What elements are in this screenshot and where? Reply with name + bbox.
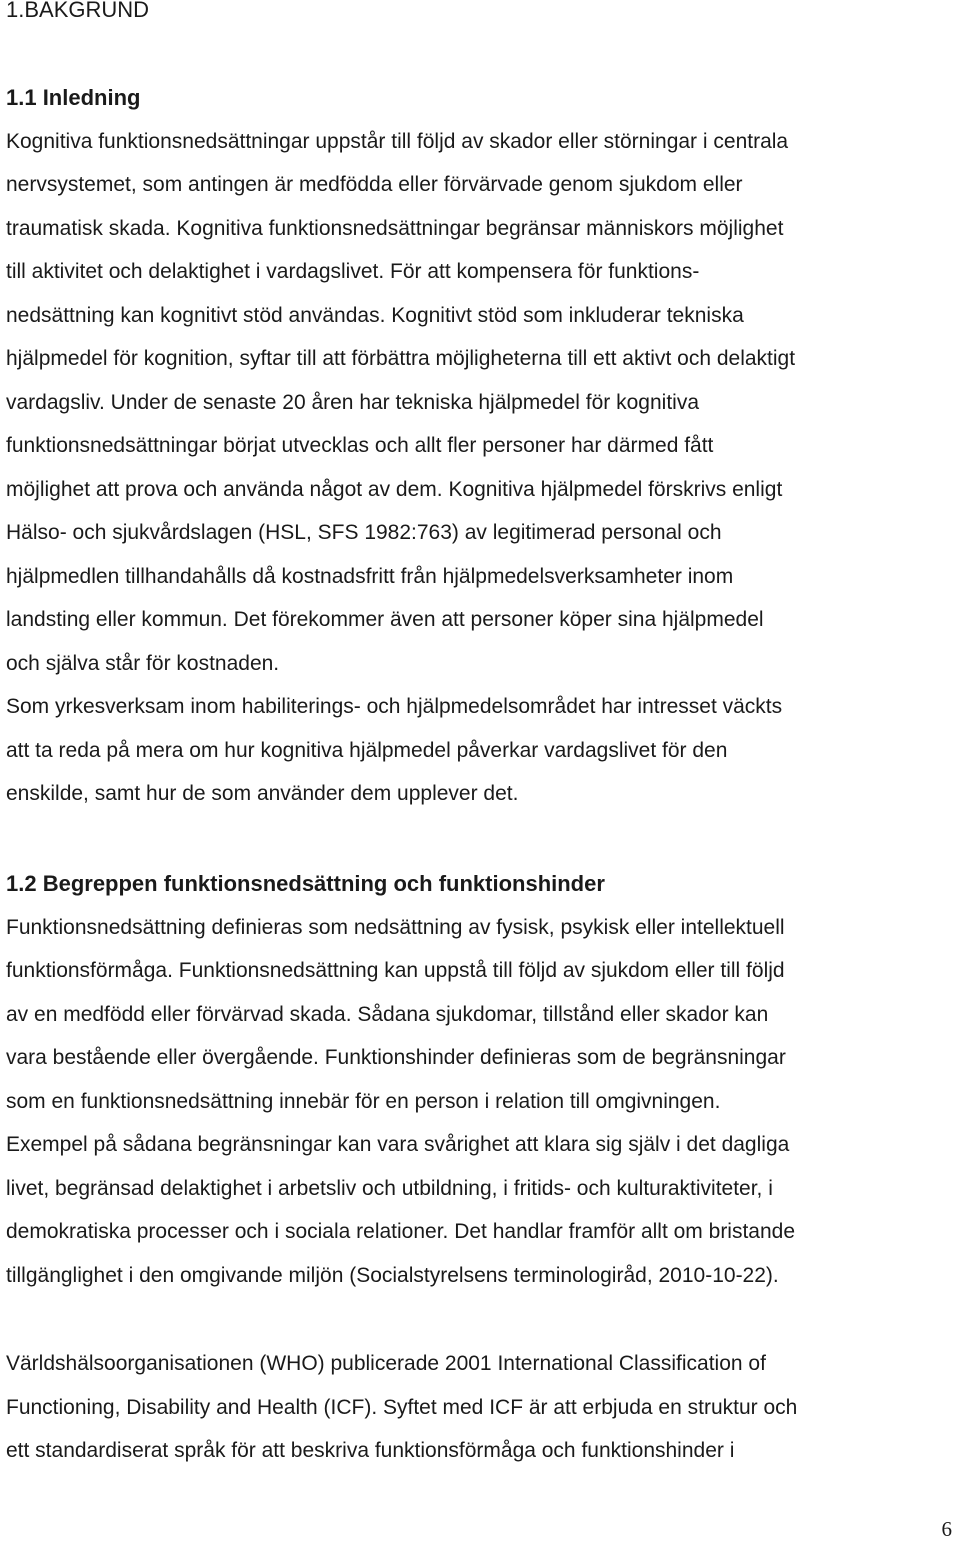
body-line: Kognitiva funktionsnedsättningar uppstår till följd av skador eller störningar i centrala <box>6 129 789 153</box>
body-line: hjälpmedel för kognition, syftar till att förbättra möjligheterna till ett aktivt och delaktigt <box>6 347 796 370</box>
body-line: som en funktionsnedsättning innebär för en person i relation till omgivningen. <box>6 1089 721 1113</box>
body-line: livet, begränsad delaktighet i arbetsliv och utbildning, i fritids- och kulturaktiviteter, i <box>6 1176 773 1200</box>
body-line: möjlighet att prova och använda något av dem. Kognitiva hjälpmedel förskrivs enligt <box>6 477 783 501</box>
section-inledning <box>6 76 956 816</box>
body-line: Funktionsnedsättning definieras som nedsättning av fysisk, psykisk eller intellektuell <box>6 915 785 939</box>
page-number: 6 <box>941 1517 952 1541</box>
body-line: att ta reda på mera om hur kognitiva hjälpmedel påverkar vardagslivet för den <box>6 738 728 762</box>
body-line: och själva står för kostnaden. <box>6 651 280 675</box>
section-begreppen <box>6 862 956 1297</box>
body-line: Hälso- och sjukvårdslagen (HSL, SFS 1982:763) av legitimerad personal och <box>6 521 722 544</box>
body-line: av en medfödd eller förvärvad skada. Sådana sjukdomar, tillstånd eller skador kan <box>6 1002 769 1026</box>
body-line: vardagsliv. Under de senaste 20 åren har tekniska hjälpmedel för kognitiva <box>6 390 699 414</box>
body-line: tillgänglighet i den omgivande miljön (Socialstyrelsens terminologiråd, 2010-10-22). <box>6 1263 779 1287</box>
body-line: landsting eller kommun. Det förekommer även att personer köper sina hjälpmedel <box>6 608 764 631</box>
body-line: Världshälsoorganisationen (WHO) publicerade 2001 International Classification of <box>6 1352 766 1375</box>
body-line: demokratiska processer och i sociala relationer. Det handlar framför allt om bristande <box>6 1220 796 1243</box>
section-heading-begreppen: 1.2 Begreppen funktionsnedsättning och funktionshinder <box>6 871 605 896</box>
body-line: traumatisk skada. Kognitiva funktionsnedsättningar begränsar människors möjlighet <box>6 216 784 240</box>
body-line: funktionsförmåga. Funktionsnedsättning kan uppstå till följd av sjukdom eller till följd <box>6 959 785 982</box>
body-line: Som yrkesverksam inom habiliterings- och hjälpmedelsområdet har intresset väckts <box>6 695 783 718</box>
body-line: ett standardiserat språk för att beskriva funktionsförmåga och funktionshinder i <box>6 1439 735 1462</box>
body-line: funktionsnedsättningar börjat utvecklas och allt fler personer har därmed fått <box>6 434 714 457</box>
section-heading-inledning: 1.1 Inledning <box>6 85 141 110</box>
body-line: nervsystemet, som antingen är medfödda eller förvärvade genom sjukdom eller <box>6 173 743 196</box>
section-icf <box>6 1342 956 1473</box>
body-line: till aktivitet och delaktighet i vardagslivet. För att kompensera för funktions- <box>6 260 700 283</box>
chapter-heading: 1.BAKGRUND <box>6 0 150 22</box>
body-line: enskilde, samt hur de som använder dem upplever det. <box>6 782 519 805</box>
body-line: nedsättning kan kognitivt stöd användas. Kognitivt stöd som inkluderar tekniska <box>6 303 744 327</box>
body-line: hjälpmedlen tillhandahålls då kostnadsfritt från hjälpmedelsverksamheter inom <box>6 564 734 588</box>
body-line: Functioning, Disability and Health (ICF). Syftet med ICF är att erbjuda en struktur och <box>6 1395 798 1419</box>
body-line: Exempel på sådana begränsningar kan vara svårighet att klara sig själv i det dagliga <box>6 1133 790 1156</box>
body-line: vara bestående eller övergående. Funktionshinder definieras som de begränsningar <box>6 1046 786 1069</box>
